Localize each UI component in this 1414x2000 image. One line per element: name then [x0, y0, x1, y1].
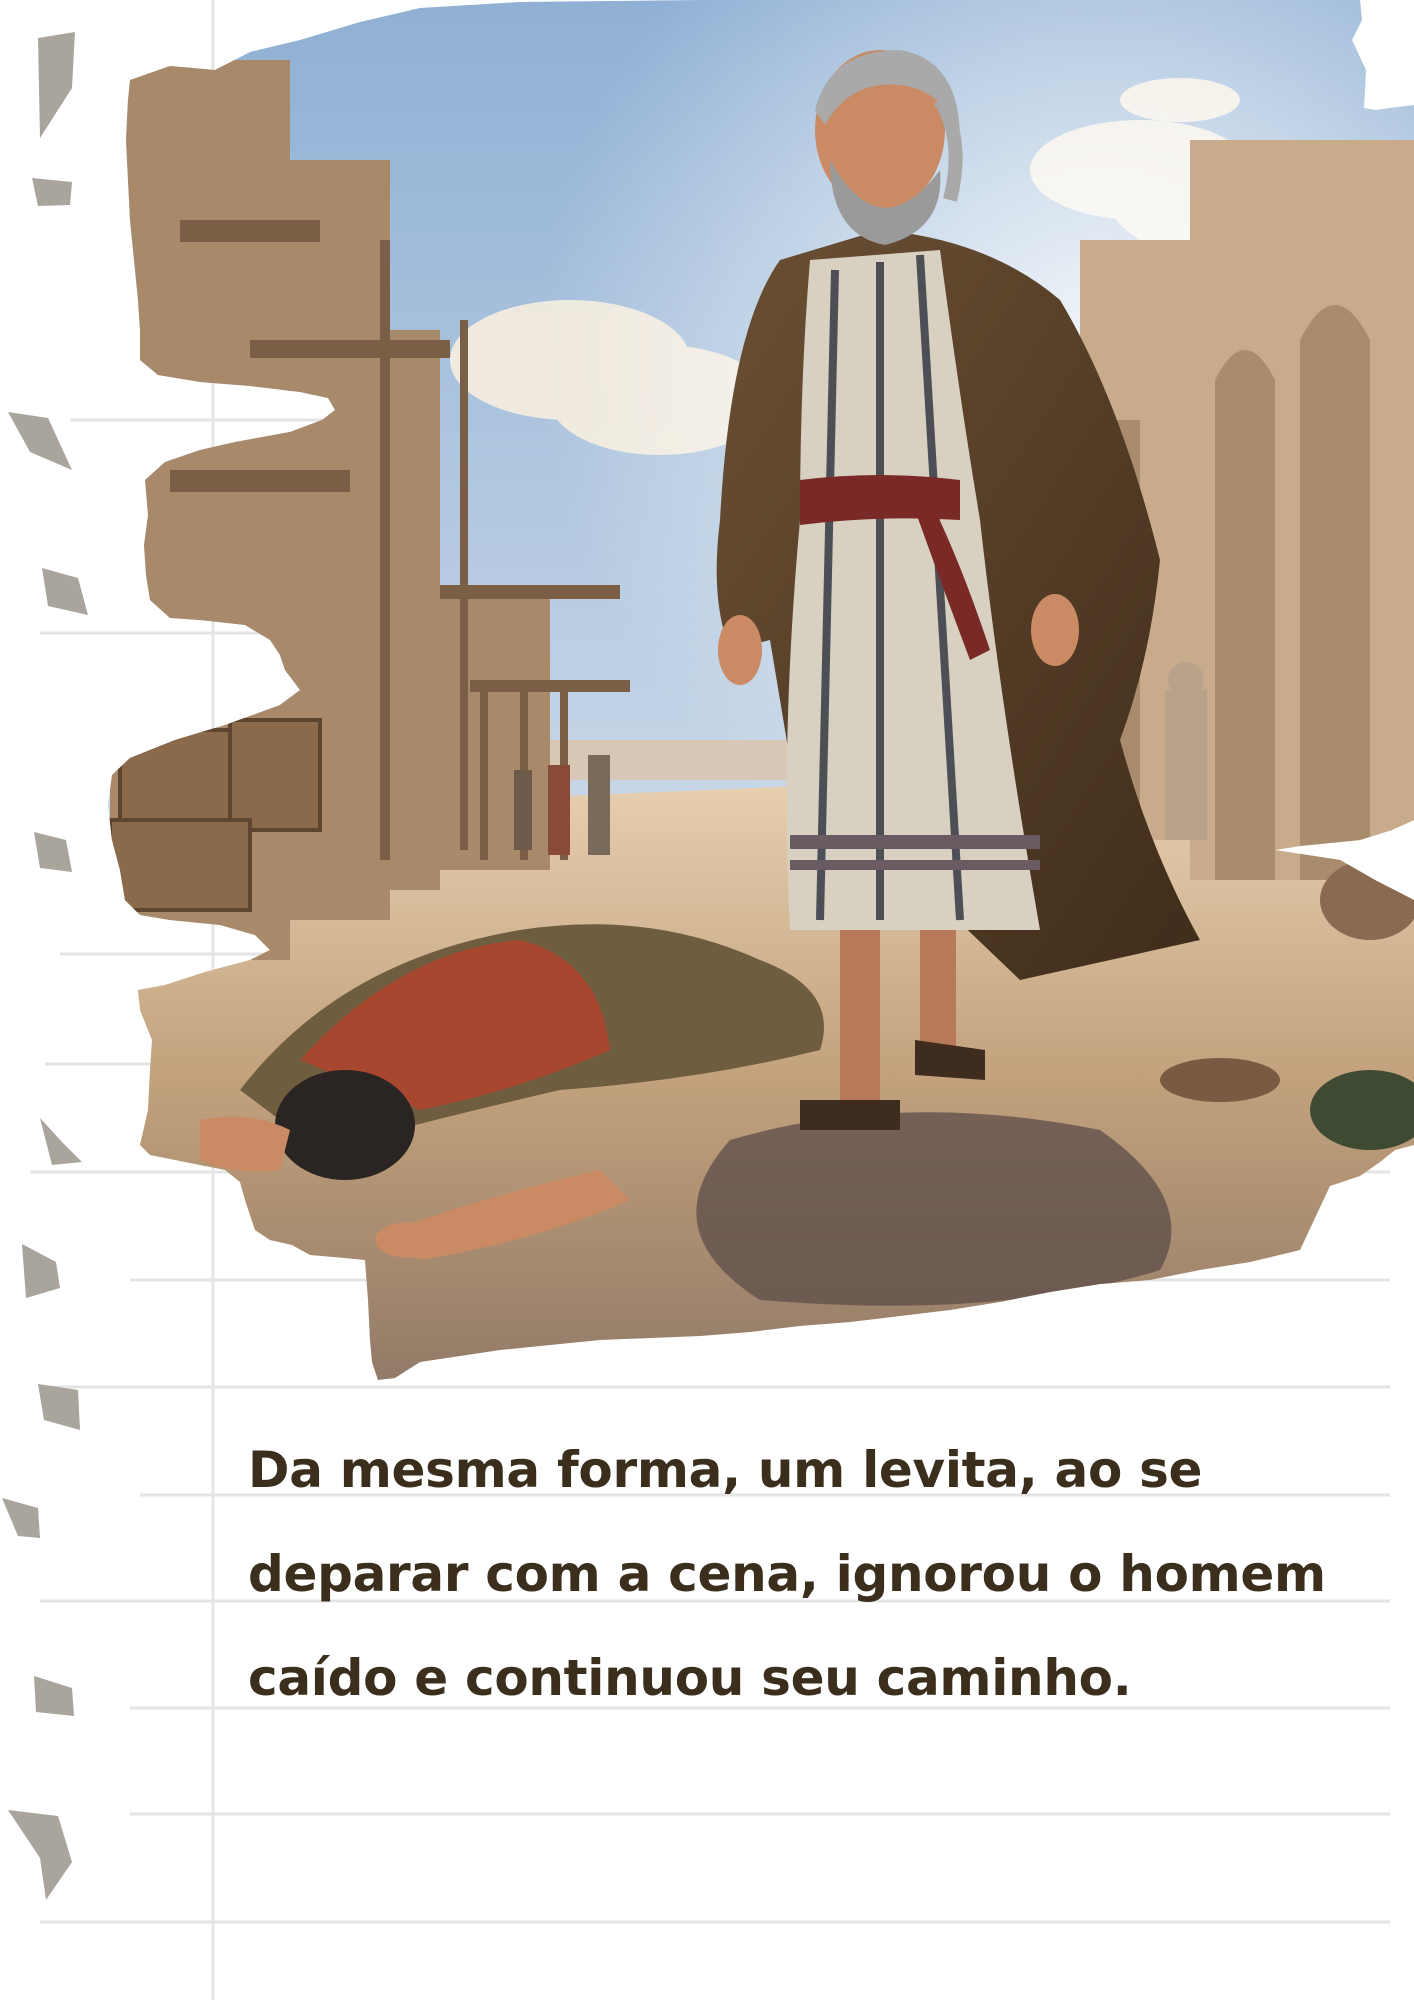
torn-edge-fragments — [2, 32, 88, 1900]
story-text: Da mesma forma, um levita, ao se deparar com a cena, ignorou o homem caído e continuou seu caminho. — [248, 1441, 1326, 1707]
